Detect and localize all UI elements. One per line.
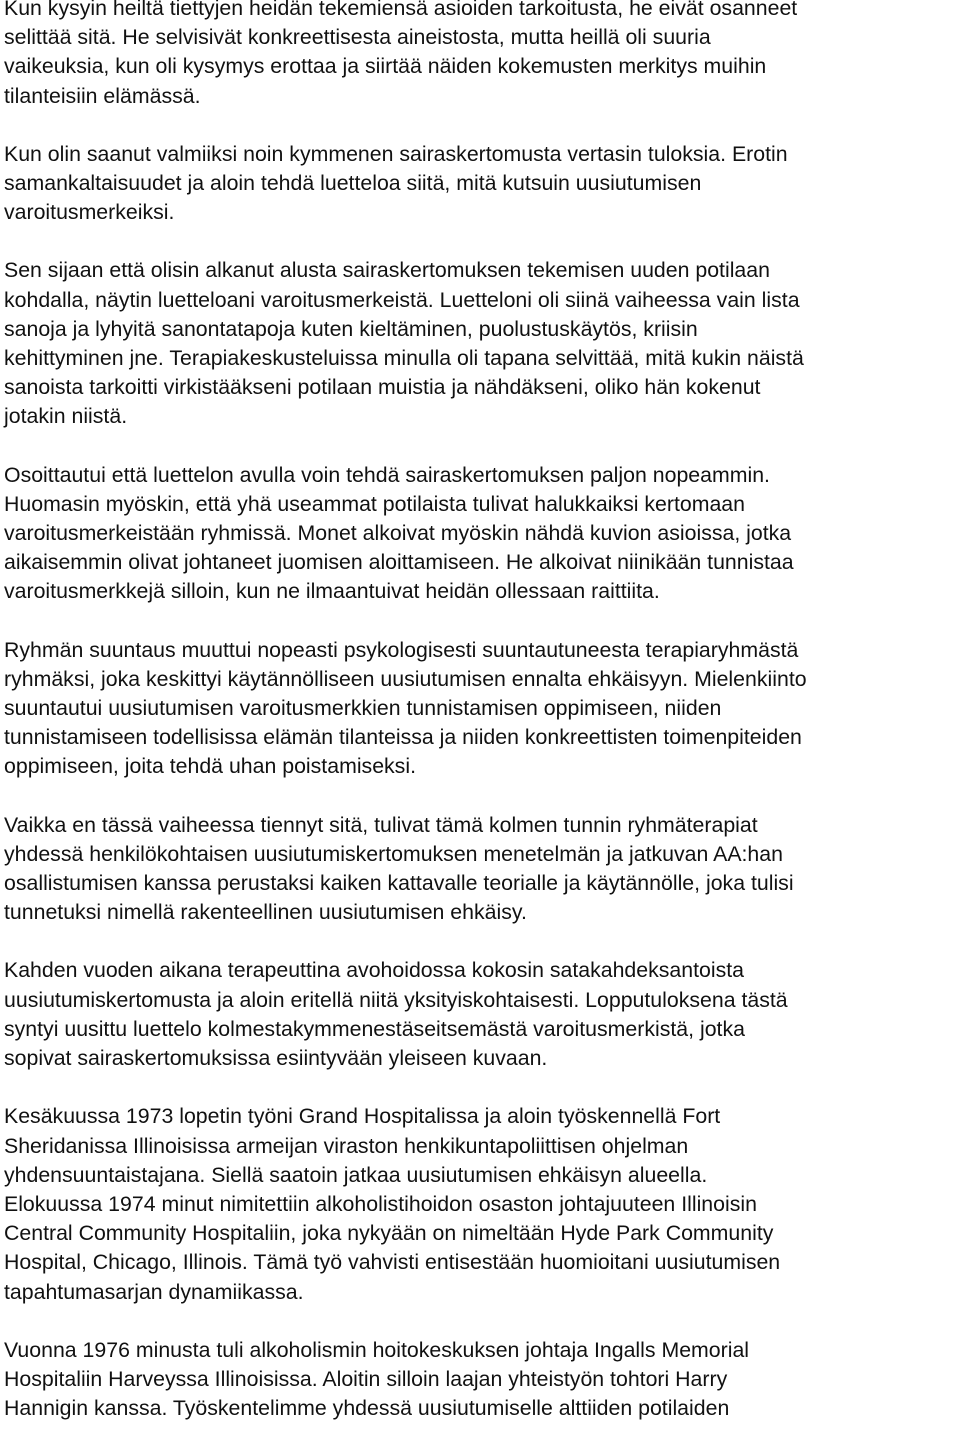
document-page: [4, 0, 960, 1452]
text-line: selittää sitä. He selvisivät konkreettisesta aineistosta, mutta heillä oli suuria: [4, 25, 711, 50]
text-line: Kun kysyin heiltä tiettyjen heidän tekemiensä asioiden tarkoitusta, he eivät osanneet: [4, 0, 798, 20]
paragraph-4: [4, 461, 960, 607]
text-line: osallistumisen kanssa perustaksi kaiken kattavalle teorialle ja käytännölle, joka tulisi: [4, 871, 794, 896]
text-line: Huomasin myöskin, että yhä useammat potilaista tulivat halukkaiksi kertomaan: [4, 491, 745, 516]
text-line: aikaisemmin olivat johtaneet juomisen aloittamiseen. He alkoivat niinikään tunnistaa: [4, 550, 794, 575]
paragraph-3: [4, 256, 960, 431]
text-line: syntyi uusittu luettelo kolmestakymmenestäseitsemästä varoitusmerkistä, jotka: [4, 1016, 745, 1041]
text-line: kehittyminen jne. Terapiakeskusteluissa minulla oli tapana selvittää, mitä kukin näistä: [4, 346, 804, 371]
text-line: varoitusmerkeistään ryhmissä. Monet alkoivat myöskin nähdä kuvion asioissa, jotka: [4, 521, 792, 546]
text-line: sanoista tarkoitti virkistääkseni potilaan muistia ja nähdäkseni, oliko hän kokenut: [4, 375, 761, 400]
text-line: kohdalla, näytin luetteloani varoitusmerkeistä. Luetteloni oli siinä vaiheessa vain lista: [4, 287, 800, 312]
text-line: Sheridanissa Illinoisissa armeijan viraston henkikuntapoliittisen ohjelman: [4, 1133, 689, 1158]
text-line: Vaikka en tässä vaiheessa tiennyt sitä, tulivat tämä kolmen tunnin ryhmäterapiat: [4, 812, 758, 837]
text-line: Sen sijaan että olisin alkanut alusta sairaskertomuksen tekemisen uuden potilaan: [4, 258, 770, 283]
text-line: jotakin niistä.: [4, 404, 128, 429]
paragraph-7: [4, 956, 960, 1073]
text-line: sopivat sairaskertomuksissa esiintyvään yleiseen kuvaan.: [4, 1046, 548, 1071]
paragraph-8: [4, 1102, 960, 1306]
text-line: varoitusmerkkejä silloin, kun ne ilmaantuivat heidän ollessaan raittiita.: [4, 579, 660, 604]
text-line: tilanteisiin elämässä.: [4, 83, 201, 108]
text-line: tapahtumasarjan dynamiikassa.: [4, 1279, 304, 1304]
text-line: tunnistamiseen todellisissa elämän tilanteissa ja niiden konkreettisten toimenpiteiden: [4, 725, 802, 750]
text-line: Ryhmän suuntaus muuttui nopeasti psykologisesti suuntautuneesta terapiaryhmästä: [4, 637, 799, 662]
text-line: Vuonna 1976 minusta tuli alkoholismin hoitokeskuksen johtaja Ingalls Memorial: [4, 1337, 750, 1362]
text-line: uusiutumiskertomusta ja aloin eritellä niitä yksityiskohtaisesti. Lopputuloksena tästä: [4, 987, 788, 1012]
text-line: samankaltaisuudet ja aloin tehdä luetteloa siitä, mitä kutsuin uusiutumisen: [4, 171, 702, 196]
text-line: Kun olin saanut valmiiksi noin kymmenen sairaskertomusta vertasin tuloksia. Erotin: [4, 141, 788, 166]
text-line: Kesäkuussa 1973 lopetin työni Grand Hospitalissa ja aloin työskennellä Fort: [4, 1104, 721, 1129]
text-line: Central Community Hospitaliin, joka nykyään on nimeltään Hyde Park Community: [4, 1221, 774, 1246]
text-line: sanoja ja lyhyitä sanontatapoja kuten kieltäminen, puolustuskäytös, kriisin: [4, 316, 698, 341]
paragraph-9: [4, 1336, 960, 1424]
text-line: Hospital, Chicago, Illinois. Tämä työ vahvisti entisestään huomioitani uusiutumisen: [4, 1250, 781, 1275]
paragraph-2: [4, 140, 960, 228]
text-line: ryhmäksi, joka keskittyi käytännölliseen uusiutumisen ennalta ehkäisyyn. Mielenkiinto: [4, 666, 807, 691]
text-line: Osoittautui että luettelon avulla voin tehdä sairaskertomuksen paljon nopeammin.: [4, 462, 770, 487]
text-line: Hannigin kanssa. Työskentelimme yhdessä uusiutumiselle alttiiden potilaiden: [4, 1396, 730, 1421]
text-line: yhdessä henkilökohtaisen uusiutumiskertomuksen menetelmän ja jatkuvan AA:han: [4, 841, 783, 866]
paragraph-5: [4, 636, 960, 782]
text-line: suuntautui uusiutumisen varoitusmerkkien tunnistamisen oppimiseen, niiden: [4, 696, 722, 721]
text-line: Elokuussa 1974 minut nimitettiin alkoholistihoidon osaston johtajuuteen Illinoisin: [4, 1191, 757, 1216]
text-line: tunnetuksi nimellä rakenteellinen uusiutumisen ehkäisy.: [4, 900, 527, 925]
text-line: oppimiseen, joita tehdä uhan poistamiseksi.: [4, 754, 416, 779]
paragraph-6: [4, 811, 960, 928]
text-line: vaikeuksia, kun oli kysymys erottaa ja siirtää näiden kokemusten merkitys muihin: [4, 54, 767, 79]
text-line: Hospitaliin Harveyssa Illinoisissa. Aloitin silloin laajan yhteistyön tohtori Harry: [4, 1366, 728, 1391]
text-line: Kahden vuoden aikana terapeuttina avohoidossa kokosin satakahdeksantoista: [4, 958, 745, 983]
paragraph-1: [4, 0, 960, 111]
text-line: varoitusmerkeiksi.: [4, 200, 175, 225]
text-line: yhdensuuntaistajana. Siellä saatoin jatkaa uusiutumisen ehkäisyn alueella.: [4, 1162, 708, 1187]
